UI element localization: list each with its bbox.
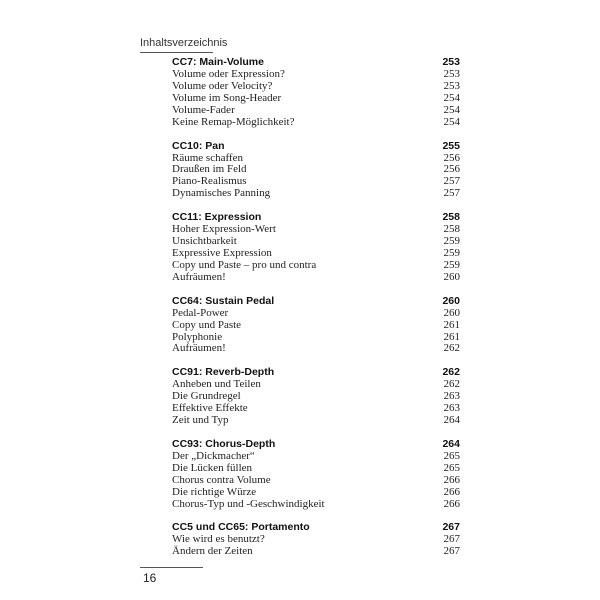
toc-section <box>172 295 460 356</box>
toc-section <box>172 140 460 201</box>
entry-page-number: 264 <box>443 414 460 427</box>
entry-page-number: 263 <box>443 390 460 403</box>
entry-label: Zeit und Typ <box>172 414 229 427</box>
entry-label: Hoher Expression-Wert <box>172 223 276 236</box>
entry-page-number: 254 <box>443 91 460 104</box>
entry-label: Wie wird es benutzt? <box>172 533 265 546</box>
entry-label: Keine Remap-Möglichkeit? <box>172 115 295 128</box>
toc-entry <box>172 260 460 272</box>
entry-page-number: 266 <box>443 497 460 510</box>
entry-label: Die Grundregel <box>172 390 241 403</box>
entry-page-number: 258 <box>443 223 460 236</box>
entry-page-number: 260 <box>443 270 460 283</box>
entry-page-number: 254 <box>443 115 460 128</box>
entry-label: Chorus contra Volume <box>172 473 271 486</box>
entry-page-number: 261 <box>443 330 460 343</box>
toc-section <box>172 366 460 427</box>
toc-section <box>172 211 460 284</box>
toc-entry <box>172 105 460 117</box>
section-title: CC64: Sustain Pedal <box>172 294 275 307</box>
entry-page-number: 265 <box>443 449 460 462</box>
entry-page-number: 257 <box>443 187 460 200</box>
section-title: CC10: Pan <box>172 139 225 152</box>
entry-label: Die Lücken füllen <box>172 461 253 474</box>
entry-page-number: 262 <box>443 342 460 355</box>
page-number: 16 <box>143 571 157 585</box>
entry-label: Piano-Realismus <box>172 175 247 188</box>
entry-page-number: 256 <box>443 163 460 176</box>
header-rule <box>140 52 213 53</box>
entry-label: Volume oder Expression? <box>172 68 285 80</box>
entry-page-number: 260 <box>443 306 460 319</box>
toc-section-heading <box>172 140 460 153</box>
footer-rule <box>140 567 203 568</box>
entry-label: Die richtige Würze <box>172 485 257 498</box>
toc-entry <box>172 117 460 129</box>
section-page-number: 267 <box>442 521 460 534</box>
entry-label: Räume schaffen <box>172 151 243 164</box>
section-page-number: 260 <box>442 294 460 307</box>
entry-label: Expressive Expression <box>172 246 272 259</box>
entry-label: Aufräumen! <box>172 270 226 283</box>
entry-label: Volume im Song-Header <box>172 91 282 104</box>
section-page-number: 264 <box>442 437 460 450</box>
section-page-number: 253 <box>442 56 460 68</box>
toc-section-heading <box>172 438 460 451</box>
entry-label: Volume-Fader <box>172 103 235 116</box>
entry-label: Copy und Paste – pro und contra <box>172 258 317 271</box>
entry-page-number: 266 <box>443 485 460 498</box>
toc-entry <box>172 93 460 105</box>
toc-entry <box>172 546 460 558</box>
running-header: Inhaltsverzeichnis <box>140 37 228 49</box>
toc-entry <box>172 308 460 320</box>
entry-label: Unsichtbarkeit <box>172 235 237 248</box>
entry-label: Copy und Paste <box>172 318 242 331</box>
entry-label: Aufräumen! <box>172 342 226 355</box>
toc-entry <box>172 475 460 487</box>
entry-page-number: 267 <box>443 533 460 546</box>
toc-entry <box>172 320 460 332</box>
entry-label: Effektive Effekte <box>172 402 248 415</box>
toc-entry <box>172 499 460 511</box>
entry-label: Draußen im Feld <box>172 163 247 176</box>
toc-entry <box>172 463 460 475</box>
entry-label: Volume oder Velocity? <box>172 79 273 92</box>
section-page-number: 258 <box>442 211 460 224</box>
entry-page-number: 266 <box>443 473 460 486</box>
section-title: CC91: Reverb-Depth <box>172 366 275 379</box>
section-page-number: 262 <box>442 366 460 379</box>
table-of-contents <box>172 56 460 569</box>
section-title: CC5 und CC65: Portamento <box>172 521 310 534</box>
toc-entry <box>172 415 460 427</box>
section-page-number: 255 <box>442 139 460 152</box>
toc-entry <box>172 188 460 200</box>
entry-label: Anheben und Teilen <box>172 378 261 391</box>
entry-page-number: 263 <box>443 402 460 415</box>
entry-label: Ändern der Zeiten <box>172 545 253 558</box>
entry-page-number: 254 <box>443 103 460 116</box>
entry-page-number: 267 <box>443 545 460 558</box>
entry-page-number: 261 <box>443 318 460 331</box>
entry-page-number: 262 <box>443 378 460 391</box>
entry-page-number: 259 <box>443 235 460 248</box>
toc-section <box>172 521 460 558</box>
entry-label: Pedal-Power <box>172 306 229 319</box>
section-title: CC93: Chorus-Depth <box>172 437 276 450</box>
entry-page-number: 253 <box>443 79 460 92</box>
entry-page-number: 259 <box>443 246 460 259</box>
toc-section <box>172 438 460 511</box>
entry-page-number: 256 <box>443 151 460 164</box>
entry-page-number: 257 <box>443 175 460 188</box>
entry-page-number: 259 <box>443 258 460 271</box>
entry-label: Der „Dickmacher“ <box>172 449 255 462</box>
toc-section-heading <box>172 295 460 308</box>
toc-entry <box>172 343 460 355</box>
entry-page-number: 265 <box>443 461 460 474</box>
entry-label: Polyphonie <box>172 330 223 343</box>
toc-section <box>172 56 460 129</box>
entry-label: Chorus-Typ und -Geschwindigkeit <box>172 497 325 510</box>
toc-entry <box>172 272 460 284</box>
section-title: CC7: Main-Volume <box>172 56 264 68</box>
entry-label: Dynamisches Panning <box>172 187 271 200</box>
section-title: CC11: Expression <box>172 211 262 224</box>
entry-page-number: 253 <box>443 68 460 80</box>
toc-entry <box>172 487 460 499</box>
